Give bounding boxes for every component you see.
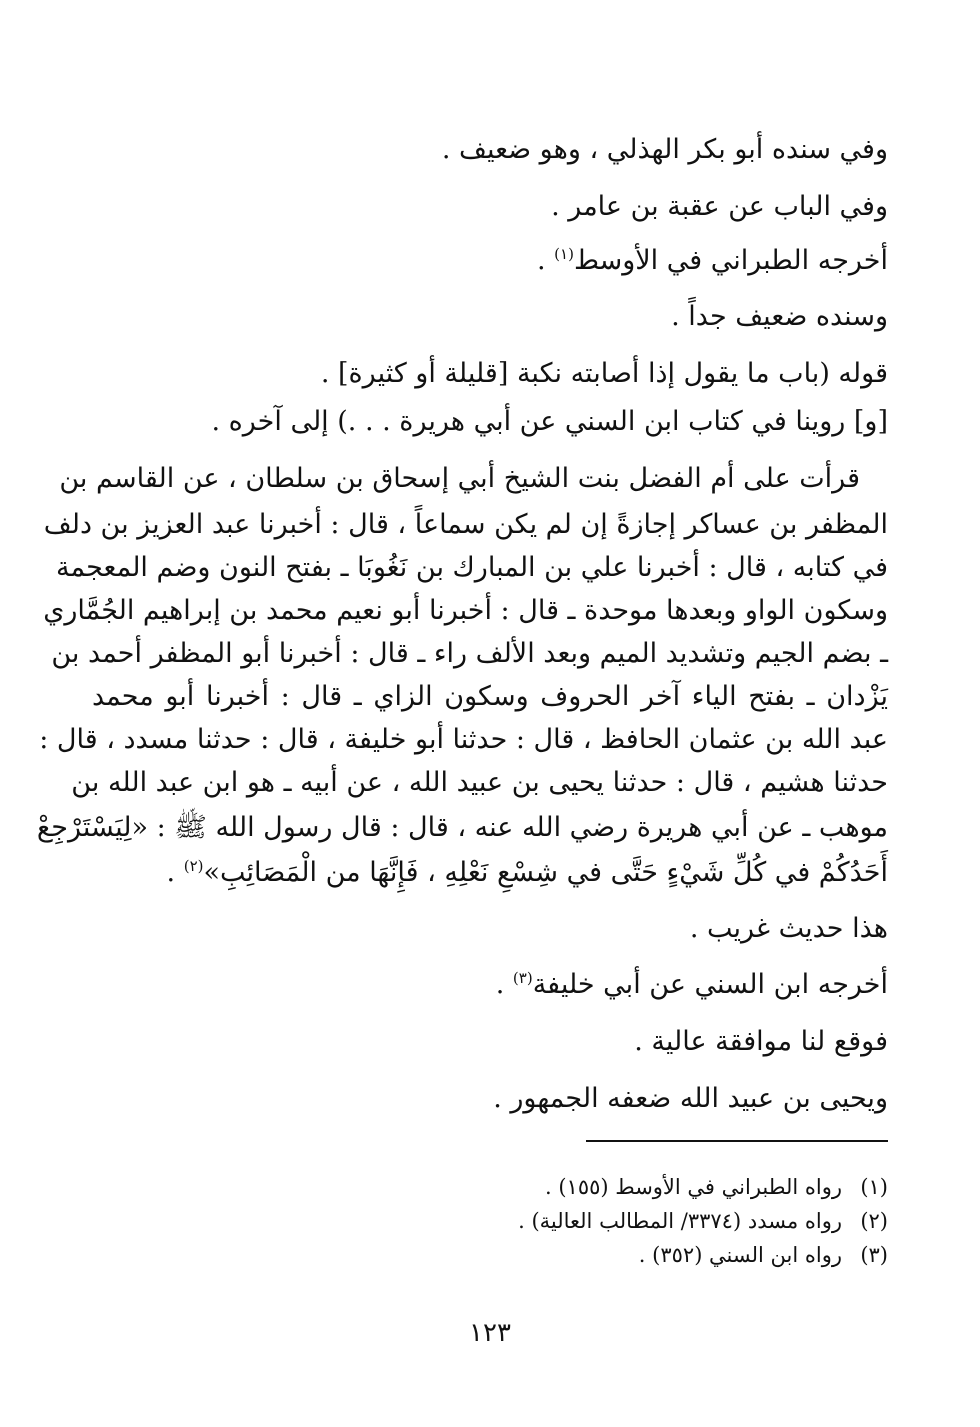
text-span: أخرجه ابن السني عن أبي خليفة xyxy=(532,969,888,1000)
footnote-text: رواه الطبراني في الأوسط (١٥٥) . xyxy=(545,1175,842,1199)
text-line: المظفر بن عساكر إجازةً إن لم يكن سماعاً ، قال : أخبرنا عبد العزيز بن دلف xyxy=(43,509,888,540)
text-line: في كتابه ، قال : أخبرنا علي بن المبارك بن نَغُوبَا ـ بفتح النون وضم المعجمة xyxy=(56,552,888,583)
footnote-number: (٣) xyxy=(860,1243,888,1267)
paragraph-first-line: قرأت على أم الفضل بنت الشيخ أبي إسحاق بن سلطان ، عن القاسم بن xyxy=(59,463,860,494)
footnote-marker: (٢) xyxy=(183,857,204,875)
text-line: حدثنا هشيم ، قال : حدثنا يحيى بن عبيد الله ، عن أبيه ـ هو ابن عبد الله بن xyxy=(71,767,888,798)
footnote-marker: (١) xyxy=(554,245,574,263)
text-line: يَزْدان ـ بفتح الياء آخر الحروف وسكون الزاي ـ قال : أخبرنا أبو محمد xyxy=(92,681,888,712)
text-line: وسكون الواو وبعدها موحدة ـ قال : أخبرنا أبو نعيم محمد بن إبراهيم الجُمَّاري xyxy=(43,595,888,626)
punctuation: . xyxy=(166,857,184,888)
footnote xyxy=(92,1173,888,1201)
text-line: وسنده ضعيف جداً . xyxy=(671,301,888,332)
footnote-marker: (٣) xyxy=(512,969,533,987)
footnote-text: رواه مسدد (٣٣٧٤/ المطالب العالية) . xyxy=(518,1209,842,1233)
footnote xyxy=(92,1241,888,1269)
text-line: فوقع لنا موافقة عالية . xyxy=(634,1026,888,1057)
footnote-number: (١) xyxy=(860,1175,888,1199)
text-line: قوله (باب ما يقول إذا أصابته نكبة [قليلة أو كثيرة] . xyxy=(320,358,888,389)
text-line: موهب ـ عن أبي هريرة رضي الله عنه ، قال : قال رسول الله ﷺ : «لِيَسْتَرْجِعْ xyxy=(36,812,888,843)
text-line: [و] روينا في كتاب ابن السني عن أبي هريرة . . .) إلى آخره . xyxy=(211,406,888,437)
page-number: ١٢٣ xyxy=(469,1318,511,1348)
text-line: ـ بضم الجيم وتشديد الميم وبعد الألف راء ـ قال : أخبرنا أبو المظفر أحمد بن xyxy=(51,638,888,669)
footnote-separator xyxy=(586,1140,888,1142)
footnote xyxy=(92,1207,888,1235)
text-line: عبد الله بن عثمان الحافظ ، قال : حدثنا أبو خليفة ، قال : حدثنا مسدد ، قال : xyxy=(39,724,888,755)
punctuation: . xyxy=(495,969,513,1000)
text-line xyxy=(92,856,888,890)
text-line: ويحيى بن عبيد الله ضعفه الجمهور . xyxy=(493,1083,888,1114)
text-line xyxy=(92,244,888,278)
text-line: وفي الباب عن عقبة بن عامر . xyxy=(551,191,888,222)
text-line: هذا حديث غريب . xyxy=(689,913,888,944)
punctuation: . xyxy=(537,245,555,276)
hadith-text: أَحَدُكُمْ في كُلِّ شَيْءٍ حَتَّى في شِسْعِ نَعْلِهِ ، فَإِنَّهَا من الْمَصَائِبِ» xyxy=(203,857,888,888)
footnote-number: (٢) xyxy=(860,1209,888,1233)
footnote-text: رواه ابن السني (٣٥٢) . xyxy=(638,1243,842,1267)
text-line xyxy=(92,968,888,1002)
text-line: وفي سنده أبو بكر الهذلي ، وهو ضعيف . xyxy=(441,134,888,165)
text-span: أخرجه الطبراني في الأوسط xyxy=(573,245,888,276)
